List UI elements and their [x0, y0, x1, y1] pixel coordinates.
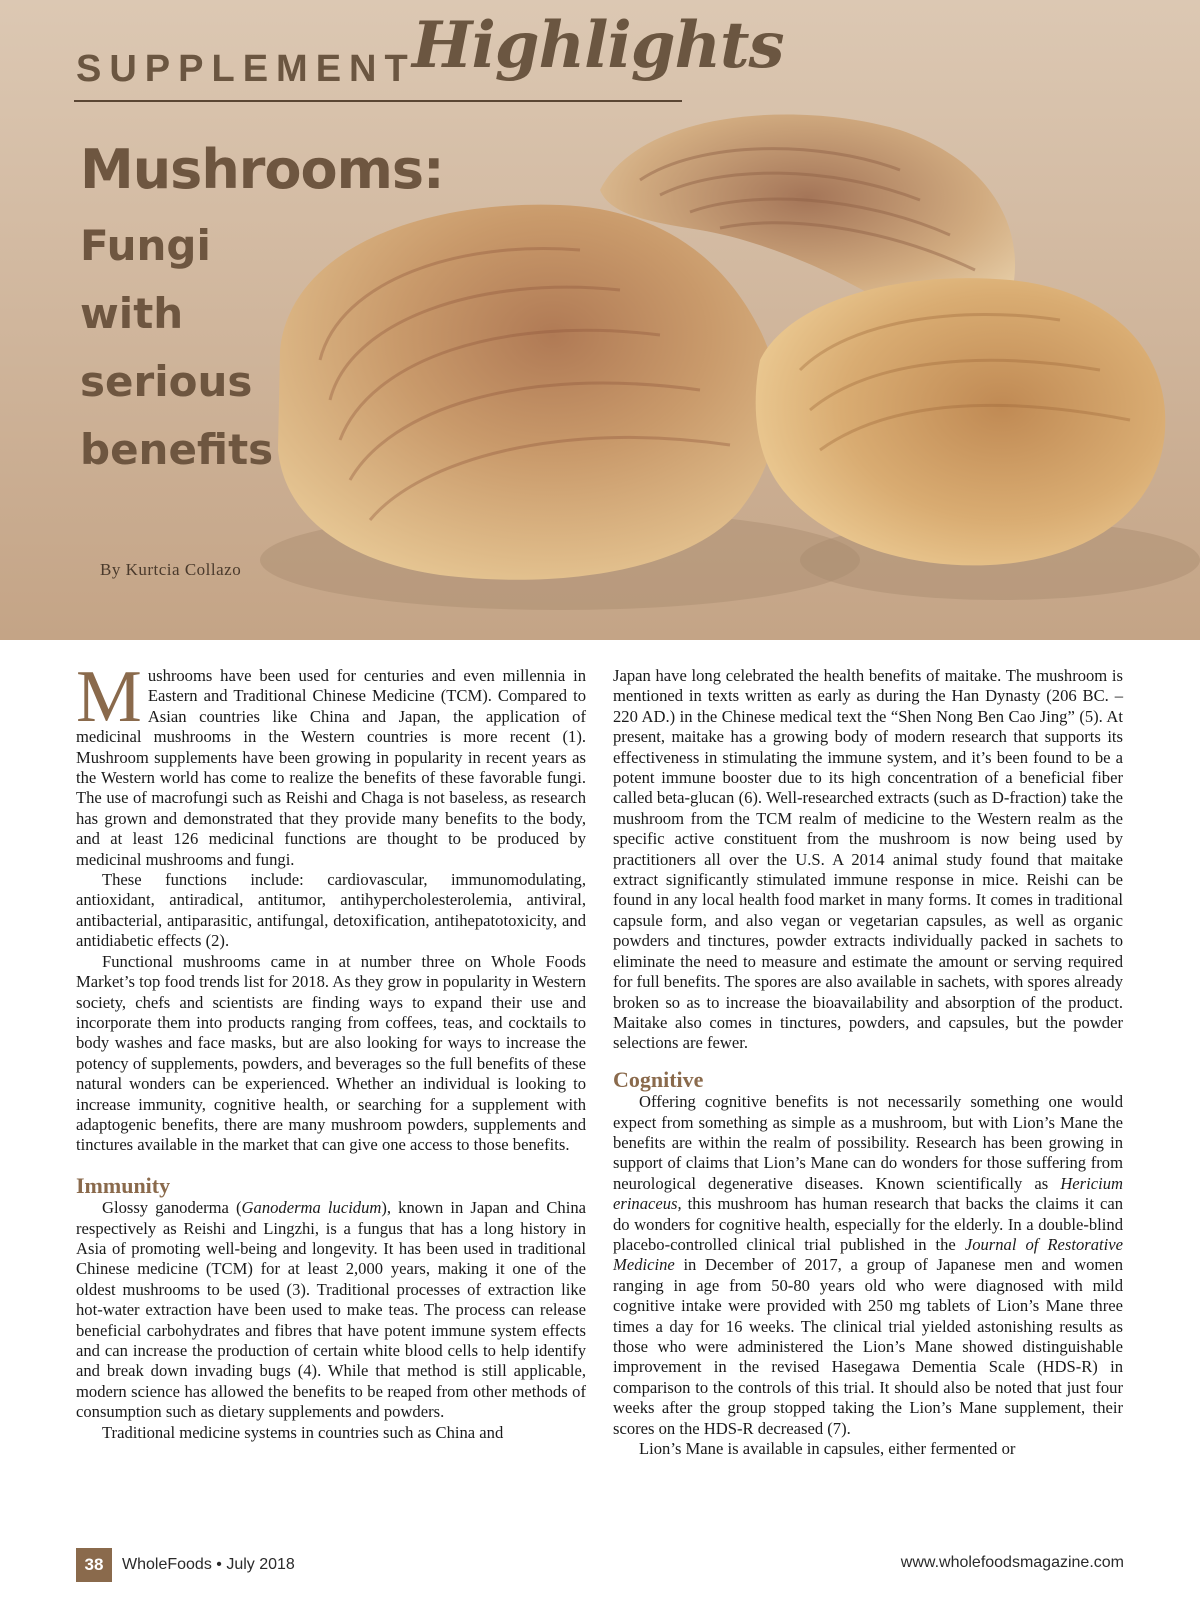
section-heading-cognitive: Cognitive [613, 1066, 704, 1092]
article-column-right [613, 666, 1123, 1459]
author-byline: By Kurtcia Collazo [100, 560, 242, 579]
drop-cap: M [76, 656, 142, 738]
subtitle-line: serious [80, 357, 253, 406]
paragraph: Functional mushrooms came in at number three on Whole Foods Market’s top food trends list for 2018. As they grow in popularity in Western society, chefs and scientists are finding ways to expand their use and incorporate them into products ranging from coffees, teas, and cocktails to body washes and face masks, but are also looking for ways to increase the potency of supplements, powders, and beverages so the full benefits of these natural wonders can be experienced. Whether an individual is looking to increase immunity, cognitive health, or searching for a supplement with adaptogenic benefits, there are many mushroom powders, supplements and tinctures available in the market that can give one access to those benefits. [76, 951, 586, 1155]
latin-name: Hericium erinaceus, [613, 1173, 1123, 1214]
header-divider [74, 100, 682, 102]
section-label: SUPPLEMENT [76, 48, 416, 90]
paragraph-text: ), known in Japan and China respectively as Reishi and Lingzhi, is a fungus that has a long history in Asia of promoting well-being and longevity. It has been used in traditional Chinese medicine (TCM) for at least 2,000 years, making it one of the oldest mushrooms to be used (3). Traditional processes of extraction like hot-water extraction have been used to make teas. The process can release beneficial carbohydrates and fibres that have potent immune system effects and can increase the production of certain white blood cells to help identify and break down invading bugs (4). While that method is still applicable, modern science has allowed the benefits to be reaped from other methods of consumption such as dietary supplements and powders. [76, 1198, 586, 1422]
article-subtitle [80, 212, 340, 484]
paragraph: Lion’s Mane is available in capsules, either fermented or [639, 1439, 1016, 1459]
article-column-left [76, 656, 586, 1443]
article-title: Mushrooms: [80, 138, 444, 201]
journal-name: Journal of Restorative Medicine [613, 1234, 1123, 1275]
latin-name: Ganoderma lucidum [241, 1198, 382, 1218]
paragraph: Japan have long celebrated the health benefits of maitake. The mushroom is mentioned in texts written as early as during the Han Dynasty (206 BC. – 220 AD.) in the Chinese medical text the “Shen Nong Ben Cao Jing” (5). At present, maitake has a growing body of modern research that supports its effectiveness in stimulating the immune system, and it’s been found to be a potent immune booster due to its high concentration of a beneficial fiber called beta-glucan (6). Well-researched extracts (such as D-fraction) take the mushroom from the TCM realm of medicine to the Western realm as the specific active constituent from the mushroom is now being used by practitioners all over the U.S. A 2014 animal study found that maitake extract significantly stimulated immune response in mice. Reishi can be found in any local health food market in many forms. It comes in traditional capsule form, and also vegan or vegetarian capsules, as well as organic powders and tinctures, powder extracts individually packed in sachets to eliminate the need to measure and estimate the amount or serving required for full benefits. The spores are also available in sachets, with spores already broken so as to increase the bioavailability and absorption of the product. Maitake also comes in tinctures, powders, and capsules, but the powder selections are fewer. [613, 666, 1123, 1053]
paragraph: Traditional medicine systems in countries such as China and [102, 1422, 504, 1442]
hero-banner [0, 0, 1200, 640]
magazine-issue: WholeFoods • July 2018 [122, 1556, 295, 1573]
paragraph-text: Glossy ganoderma ( [102, 1198, 242, 1218]
subtitle-line: benefits [80, 425, 274, 474]
paragraph [76, 1198, 586, 1422]
paragraph-text: Offering cognitive benefits is not necessarily something one would expect from something as simple as a mushroom, but with Lion’s Mane the benefits are within the realm of possibility. Research has been growing in support of claims that Lion’s Mane can do wonders for those suffering from neurological degenerative diseases. Known scientifically as [613, 1092, 1123, 1193]
paragraph-text: in December of 2017, a group of Japanese men and women ranging in age from 50-80 years old who were diagnosed with mild cognitive intake were provided with 250 mg tablets of Lion’s Mane three times a day for 16 weeks. The clinical trial yielded astonishing results as those who were administered the Lion’s Mane showed distinguishable improvement in the revised Hasegawa Dementia Scale (HDS-R) in comparison to the controls of this trial. It should also be noted that just four weeks after the group stopped taking the Lion’s Mane supplement, their scores on the HDS-R decreased (7). [613, 1255, 1123, 1438]
page-number: 38 [76, 1548, 112, 1582]
paragraph [613, 1092, 1123, 1439]
section-heading-immunity: Immunity [76, 1172, 171, 1198]
subtitle-line: with [80, 289, 184, 338]
paragraph-text: this mushroom has human research that backs the claims it can do wonders for cognitive health, especially for the elderly. In a double-blind placebo-controlled clinical trial published in the [613, 1194, 1123, 1254]
paragraph: These functions include: cardiovascular, immunomodulating, antioxidant, antiradical, antitumor, antihypercholesterolemia, antiviral, antibacterial, antiparasitic, antifungal, detoxification, antihepatotoxicity, and antidiabetic effects (2). [76, 870, 586, 951]
paragraph [76, 656, 586, 870]
magazine-url[interactable]: www.wholefoodsmagazine.com [900, 1554, 1124, 1571]
section-label-script: Highlights [412, 8, 784, 83]
paragraph-text: ushrooms have been used for centuries and even millennia in Eastern and Traditional Chinese Medicine (TCM). Compared to Asian countries like China and Japan, the application of medicinal mushrooms in the Western countries is more recent (1). Mushroom supplements have been growing in popularity in recent years as the Western world has come to realize the benefits of these favorable fungi. The use of macrofungi such as Reishi and Chaga is not baseless, as research has grown and demonstrated that they provide many benefits to the body, and at least 126 medicinal functions are thought to be produced by medicinal mushrooms and fungi. [76, 666, 586, 869]
subtitle-line: Fungi [80, 221, 211, 270]
